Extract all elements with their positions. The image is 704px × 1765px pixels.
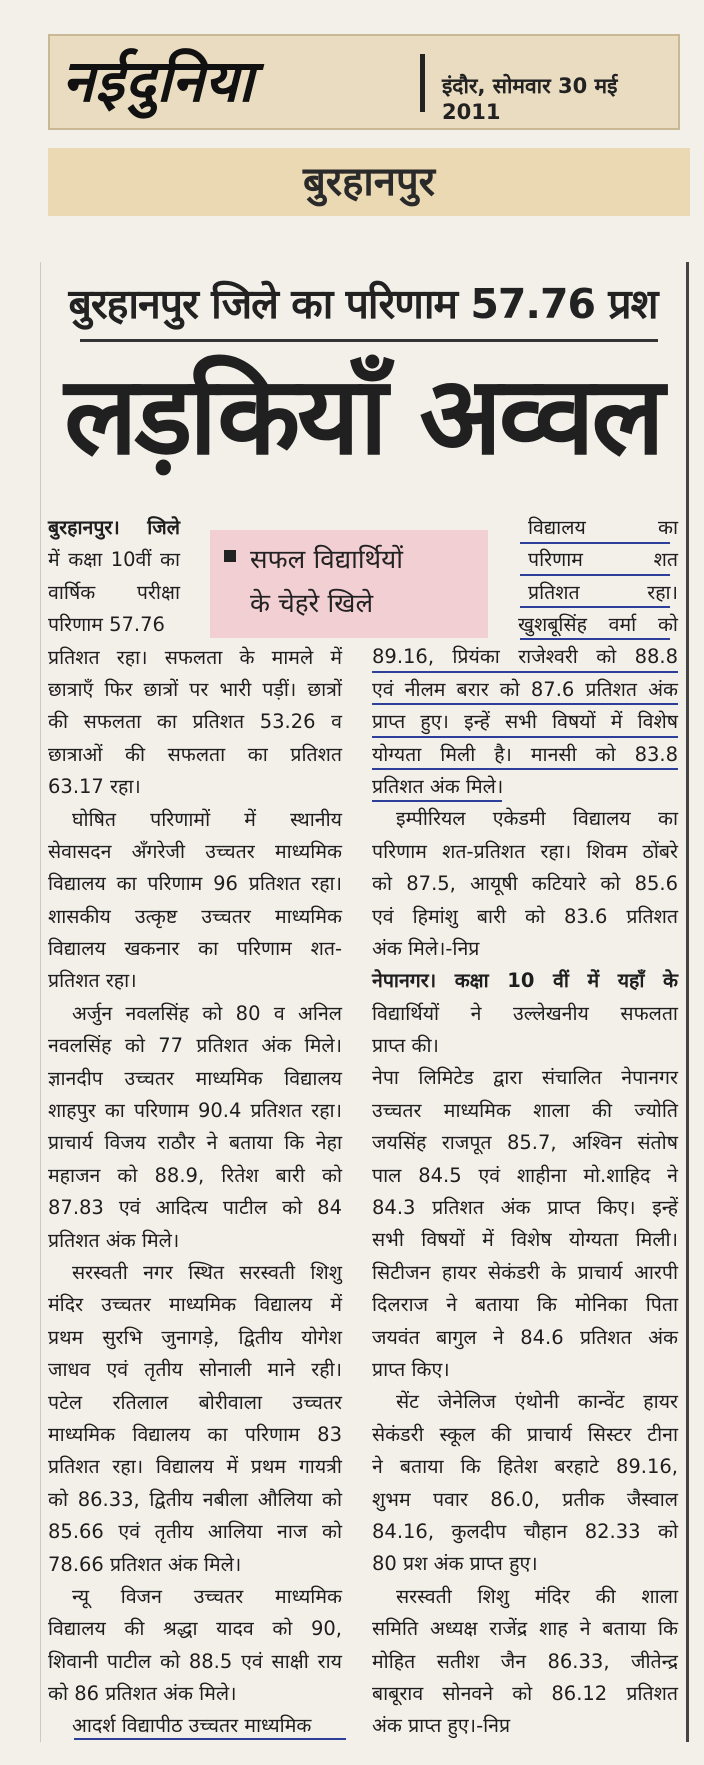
pen-underline	[74, 1738, 346, 1740]
text-line: सेकंडरी स्कूल की प्राचार्य सिस्टर टीना	[372, 1422, 678, 1446]
text-line: को 86 प्रतिशत अंक मिले।	[48, 1682, 237, 1706]
left-column-narrow	[48, 512, 180, 642]
text-line: में कक्षा 10वीं का	[48, 548, 180, 572]
text-line: सरस्वती शिशु मंदिर की शाला	[396, 1584, 678, 1608]
text-line: प्रतिशत अंक मिले।	[372, 774, 504, 798]
text-line: जाधव एवं तृतीय सोनाली माने रही।	[48, 1358, 342, 1382]
text-line: नेपानगर। कक्षा 10 वीं में यहाँ के	[372, 969, 678, 993]
text-line: शिवानी पाटील को 88.5 एवं साक्षी राय	[48, 1649, 342, 1673]
text-line: विद्यार्थियों ने उल्लेखनीय सफलता	[372, 1001, 678, 1025]
masthead	[48, 34, 680, 130]
right-column	[372, 609, 678, 1743]
text-line: अर्जुन नवलसिंह को 80 व अनिल	[72, 1001, 342, 1025]
left-column	[48, 512, 342, 1743]
text-line: मोहित सतीश जैन 86.33, जीतेन्द्र	[372, 1649, 678, 1673]
column-rule	[686, 262, 689, 1742]
text-line: विद्यालय का परिणाम 96 प्रतिशत रहा।	[48, 872, 342, 896]
text-line: की सफलता का प्रतिशत 53.26 व	[48, 710, 342, 734]
headline-kicker: बुरहानपुर जिले का परिणाम 57.76 प्रश	[68, 280, 658, 328]
text-line: अंक प्राप्त हुए।-निप्र	[372, 1714, 511, 1738]
pen-underline	[520, 638, 670, 640]
section-title: बुरहानपुर	[302, 159, 436, 205]
text-line: सेवासदन अँगरेजी उच्चतर माध्यमिक	[48, 839, 342, 863]
text-line: ने बताया कि हितेश बरहाटे 89.16,	[372, 1455, 678, 1479]
text-line: बाबूराव सोनवने को 86.12 प्रतिशत	[372, 1681, 678, 1705]
text-line: न्यू विजन उच्चतर माध्यमिक	[72, 1584, 342, 1608]
text-line: महाजन को 88.9, रितेश बारी को	[48, 1163, 342, 1187]
text-line: खुशबूसिंह वर्मा को	[518, 613, 678, 636]
right-column-narrow	[528, 512, 678, 609]
masthead-divider	[420, 54, 425, 112]
text-line: अंक मिले।-निप्र	[372, 936, 480, 960]
text-line: विद्यालय का	[528, 516, 678, 539]
text-line: पटेल रतिलाल बोरीवाला उच्चतर	[48, 1390, 342, 1414]
text-line: वार्षिक परीक्षा	[48, 580, 180, 604]
text-line: 85.66 एवं तृतीय आलिया नाज को	[48, 1520, 342, 1544]
text-line: शाहपुर का परिणाम 90.4 प्रतिशत रहा।	[48, 1099, 342, 1123]
text-line: बुरहानपुर। जिले	[48, 516, 180, 539]
text-line: शासकीय उत्कृष्ट उच्चतर माध्यमिक	[48, 904, 342, 928]
text-line: सरस्वती नगर स्थित सरस्वती शिशु	[72, 1260, 342, 1284]
text-line: माध्यमिक विद्यालय का परिणाम 83	[48, 1422, 342, 1446]
clipping-edge	[40, 262, 41, 1742]
text-line: 63.17 रहा।	[48, 775, 141, 799]
text-line: प्रतिशत रहा।	[48, 969, 137, 993]
text-line: प्राप्त की।	[372, 1034, 439, 1058]
pen-underline	[372, 671, 678, 673]
text-line: आदर्श विद्यापीठ उच्चतर माध्यमिक	[72, 1714, 312, 1738]
text-line: छात्राओं की सफलता का प्रतिशत	[48, 742, 342, 766]
text-line: घोषित परिणामों में स्थानीय	[72, 807, 342, 831]
text-line: प्राप्त किए।	[372, 1357, 450, 1381]
text-line: प्रथम सुरभि जुनागड़े, द्वितीय योगेश	[48, 1325, 342, 1349]
text-line: 80 प्रश अंक प्राप्त हुए।	[372, 1552, 538, 1576]
text-line: 78.66 प्रतिशत अंक मिले।	[48, 1552, 242, 1576]
text-line: इम्पीरियल एकेडमी विद्यालय का	[396, 807, 678, 831]
text-line: प्रतिशत रहा। सफलता के मामले में	[48, 645, 342, 669]
newspaper-logo: नईदुनिया	[62, 47, 255, 115]
text-line: मंदिर उच्चतर माध्यमिक विद्यालय में	[48, 1293, 342, 1317]
text-line: विद्यालय की श्रद्धा यादव को 90,	[48, 1617, 342, 1641]
pen-underline	[372, 800, 502, 802]
text-line: 84.16, कुलदीप चौहान 82.33 को	[372, 1519, 678, 1543]
text-line: नेपा लिमिटेड द्वारा संचालित नेपानगर	[372, 1066, 678, 1090]
pen-underline	[372, 768, 678, 770]
text-line: परिणाम 57.76	[48, 613, 165, 637]
pen-underline	[520, 606, 670, 608]
text-line: उच्चतर माध्यमिक शाला की ज्योति	[372, 1098, 678, 1122]
section-banner	[48, 148, 690, 216]
text-line: परिणाम शत	[528, 548, 678, 572]
text-line: छात्राएँ फिर छात्रों पर भारी पड़ीं। छात्रों	[48, 677, 342, 701]
text-line: 89.16, प्रियंका राजेश्वरी को 88.8	[372, 645, 678, 669]
text-line: प्रतिशत रहा। विद्यालय में प्रथम गायत्री	[48, 1455, 342, 1479]
text-line: जयसिंह राजपूत 85.7, अश्विन संतोष	[372, 1131, 678, 1155]
text-line: ज्ञानदीप उच्चतर माध्यमिक विद्यालय	[48, 1066, 342, 1090]
text-line: सभी विषयों में विशेष योग्यता मिली।	[372, 1228, 678, 1252]
text-line: एवं हिमांशु बारी को 83.6 प्रतिशत	[372, 904, 678, 928]
text-line: परिणाम शत-प्रतिशत रहा। शिवम ठोंबरे	[372, 839, 678, 863]
text-line: प्रतिशत अंक मिले।	[48, 1228, 180, 1252]
pen-underline	[520, 542, 670, 544]
dateline: इंदौर, सोमवार 30 मई 2011	[442, 74, 618, 124]
text-line: 87.83 एवं आदित्य पाटील को 84	[48, 1196, 342, 1220]
headline-rule	[80, 339, 658, 342]
text-line: प्राचार्य विजय राठौर ने बताया कि नेहा	[48, 1131, 342, 1155]
text-line: जयवंत बागुल ने 84.6 प्रतिशत अंक	[372, 1325, 678, 1349]
text-line: को 87.5, आयूषी कटियारे को 85.6	[372, 872, 678, 896]
headline-main: लड़कियाँ अव्वल	[64, 354, 662, 479]
pen-underline	[372, 736, 678, 738]
text-line: सिटीजन हायर सेकंडरी के प्राचार्य आरपी	[372, 1260, 678, 1284]
text-line: पाल 84.5 एवं शाहीना मो.शाहिद ने	[372, 1163, 678, 1187]
text-line: 84.3 प्रतिशत अंक प्राप्त किए। इन्हें	[372, 1196, 678, 1220]
text-line: एवं नीलम बरार को 87.6 प्रतिशत अंक	[372, 677, 678, 701]
pen-underline	[520, 574, 670, 576]
text-line: प्रतिशत रहा।	[528, 580, 678, 604]
text-line: को 86.33, द्वितीय नबीला औलिया को	[48, 1487, 342, 1511]
text-line: दिलराज ने बताया कि मोनिका पिता	[372, 1293, 678, 1317]
text-line: शुभम पवार 86.0, प्रतीक जैस्वाल	[372, 1487, 678, 1511]
text-line: समिति अध्यक्ष राजेंद्र शाह ने बताया कि	[372, 1617, 678, 1641]
pullquote-line: के चेहरे खिले	[250, 589, 374, 619]
pen-underline	[372, 703, 678, 705]
text-line: प्राप्त हुए। इन्हें सभी विषयों में विशेष	[372, 710, 678, 734]
text-line: विद्यालय खकनार का परिणाम शत-	[48, 937, 342, 961]
text-line: सेंट जेनेलिज एंथोनी कान्वेंट हायर	[396, 1390, 678, 1414]
text-line: नवलसिंह को 77 प्रतिशत अंक मिले।	[48, 1034, 342, 1058]
text-line: योग्यता मिली है। मानसी को 83.8	[372, 742, 678, 766]
pullquote-line: सफल विद्यार्थियों	[250, 545, 403, 575]
